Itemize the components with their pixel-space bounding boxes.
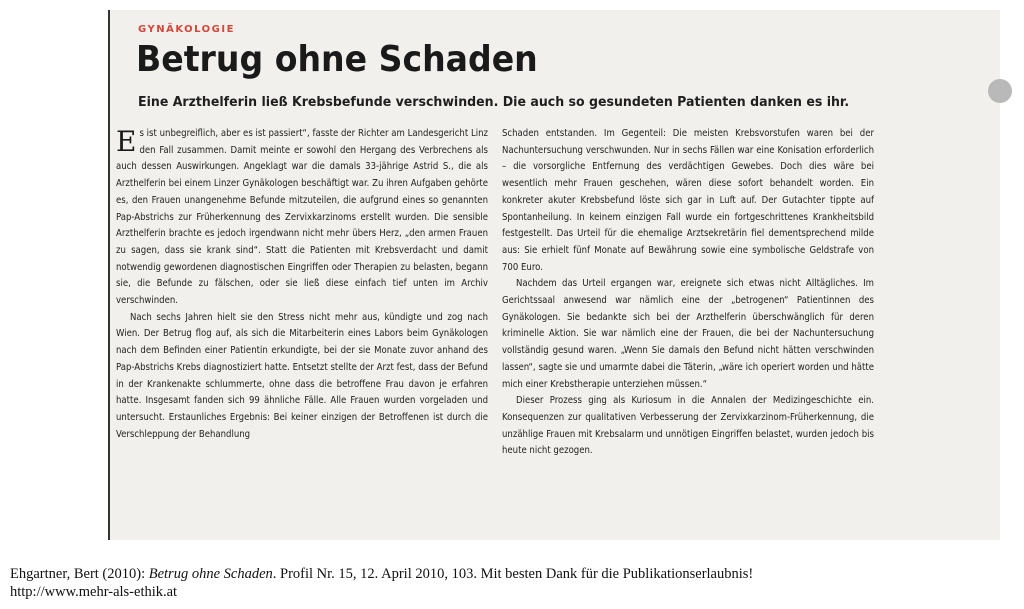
article-paragraph: Schaden entstanden. Im Gegenteil: Die meisten Krebsvorstufen waren bei der Nachuntersuchung verschwunden. Nur in sechs Fällen war eine Konisation erforderlich – die vorsorgliche Entfernung des verdächtigen Gewebes. Doch dies wäre bei wesentlich mehr Frauen geschehen, wären diese sofort behandelt worden. Ein konkreter akuter Krebsbefund löste sich gar in Luft auf. Der Gutachter tippte auf Spontanheilung. In keinem einzigen Fall wurde ein fortgeschrittenes Krankheitsbild festgestellt. Das Urteil für die ehemalige Arztsekretärin fiel dementsprechend milde aus: Sie erhielt fünf Monate auf Bewährung sowie eine symbolische Geldstrafe von 700 Euro. <box>502 128 874 273</box>
scanned-article <box>108 10 1000 540</box>
article-right-column <box>502 126 874 460</box>
citation-url[interactable]: http://www.mehr-als-ethik.at <box>10 584 178 600</box>
article-paragraph: Nachdem das Urteil ergangen war, ereignete sich etwas nicht Alltägliches. Im Gerichtssaal anwesend war nämlich eine der „betrogenen“ Patientinnen des Gynäkologen. Sie bedankte sich bei der Arzthelferin überschwänglich für deren kriminelle Aktion. Sie war nämlich eine der Frauen, die bei der Nachuntersuchung vollständig gesund waren. „Wenn Sie damals den Befund nicht hätten verschwinden lassen“, sagte sie und umarmte dabei die Täterin, „wäre ich operiert worden und hätte mich einer Krebstherapie unterziehen müssen.“ <box>502 278 874 390</box>
article-headline: Betrug ohne Schaden <box>136 39 538 80</box>
citation-title: Betrug ohne Schaden <box>148 566 273 582</box>
article-left-column <box>116 126 488 443</box>
paragraph-text: s ist unbegreiflich, aber es ist passiert“, fasste der Richter am Landesgericht Linz den Fall zusammen. Damit meinte er sowohl den Hergang des Verbrechens als auch dessen Auswirkungen. Angeklagt war die damals 33-jährige Astrid S., die als Arzthelferin bei einem Linzer Gynäkologen beschäftigt war. Zu ihren Aufgaben gehörte es, den Frauen unangenehme Befunde mitzuteilen, die aufgrund eines so genannten Pap-Abstrichs zur Früherkennung des Zervixkarzinoms erstellt wurden. Die sensible Arzthelferin brachte es jedoch irgendwann nicht mehr übers Herz, „den armen Frauen zu sagen, dass sie krank sind“. Statt die Patienten mit Krebsverdacht und damit notwendig gewordenen diagnostischen Eingriffen oder Therapien zu belasten, begann sie, die Befunde zu fälschen, oder sie ließ diese einfach tief unten im Archiv verschwinden. <box>116 128 488 307</box>
citation-prefix: Ehgartner, Bert (2010): <box>10 566 149 582</box>
citation-suffix: . Profil Nr. 15, 12. April 2010, 103. Mit besten Dank für die Publikationserlaubnis! <box>272 566 754 582</box>
scroll-indicator-dot[interactable] <box>988 79 1012 103</box>
article-paragraph: Nach sechs Jahren hielt sie den Stress nicht mehr aus, kündigte und zog nach Wien. Der Betrug flog auf, als sich die Mitarbeiterin eines Labors beim Gynäkologen nach dem Befinden einer Patientin erkundigte, bei der sie Monate zuvor anhand des Pap-Abstrichs Krebs diagnostiziert hatte. Entsetzt stellte der Arzt fest, dass der Befund in der Krankenakte schlummerte, ohne dass die betroffene Frau davon je erfahren hatte. Insgesamt fanden sich 99 ähnliche Fälle. Alle Frauen wurden vorgeladen und untersucht. Erstaunliches Ergebnis: Bei keiner einzigen der Betroffenen ist durch die Verschleppung der Behandlung <box>116 311 488 440</box>
article-paragraph: Dieser Prozess ging als Kuriosum in die Annalen der Medizingeschichte ein. Konsequenzen zur qualitativen Verbesserung der Zervixkarzinom-Früherkennung, die unzählige Frauen mit Krebsalarm und unnötigen Eingriffen belastet, wurden jedoch bis heute nicht gezogen. <box>502 395 874 457</box>
drop-cap: E <box>116 125 137 158</box>
article-paragraph <box>116 126 488 310</box>
article-subheadline: Eine Arzthelferin ließ Krebsbefunde verschwinden. Die auch so gesundeten Patienten danken es ihr. <box>138 94 850 110</box>
article-kicker: GYNÄKOLOGIE <box>138 24 235 35</box>
citation <box>10 565 753 583</box>
